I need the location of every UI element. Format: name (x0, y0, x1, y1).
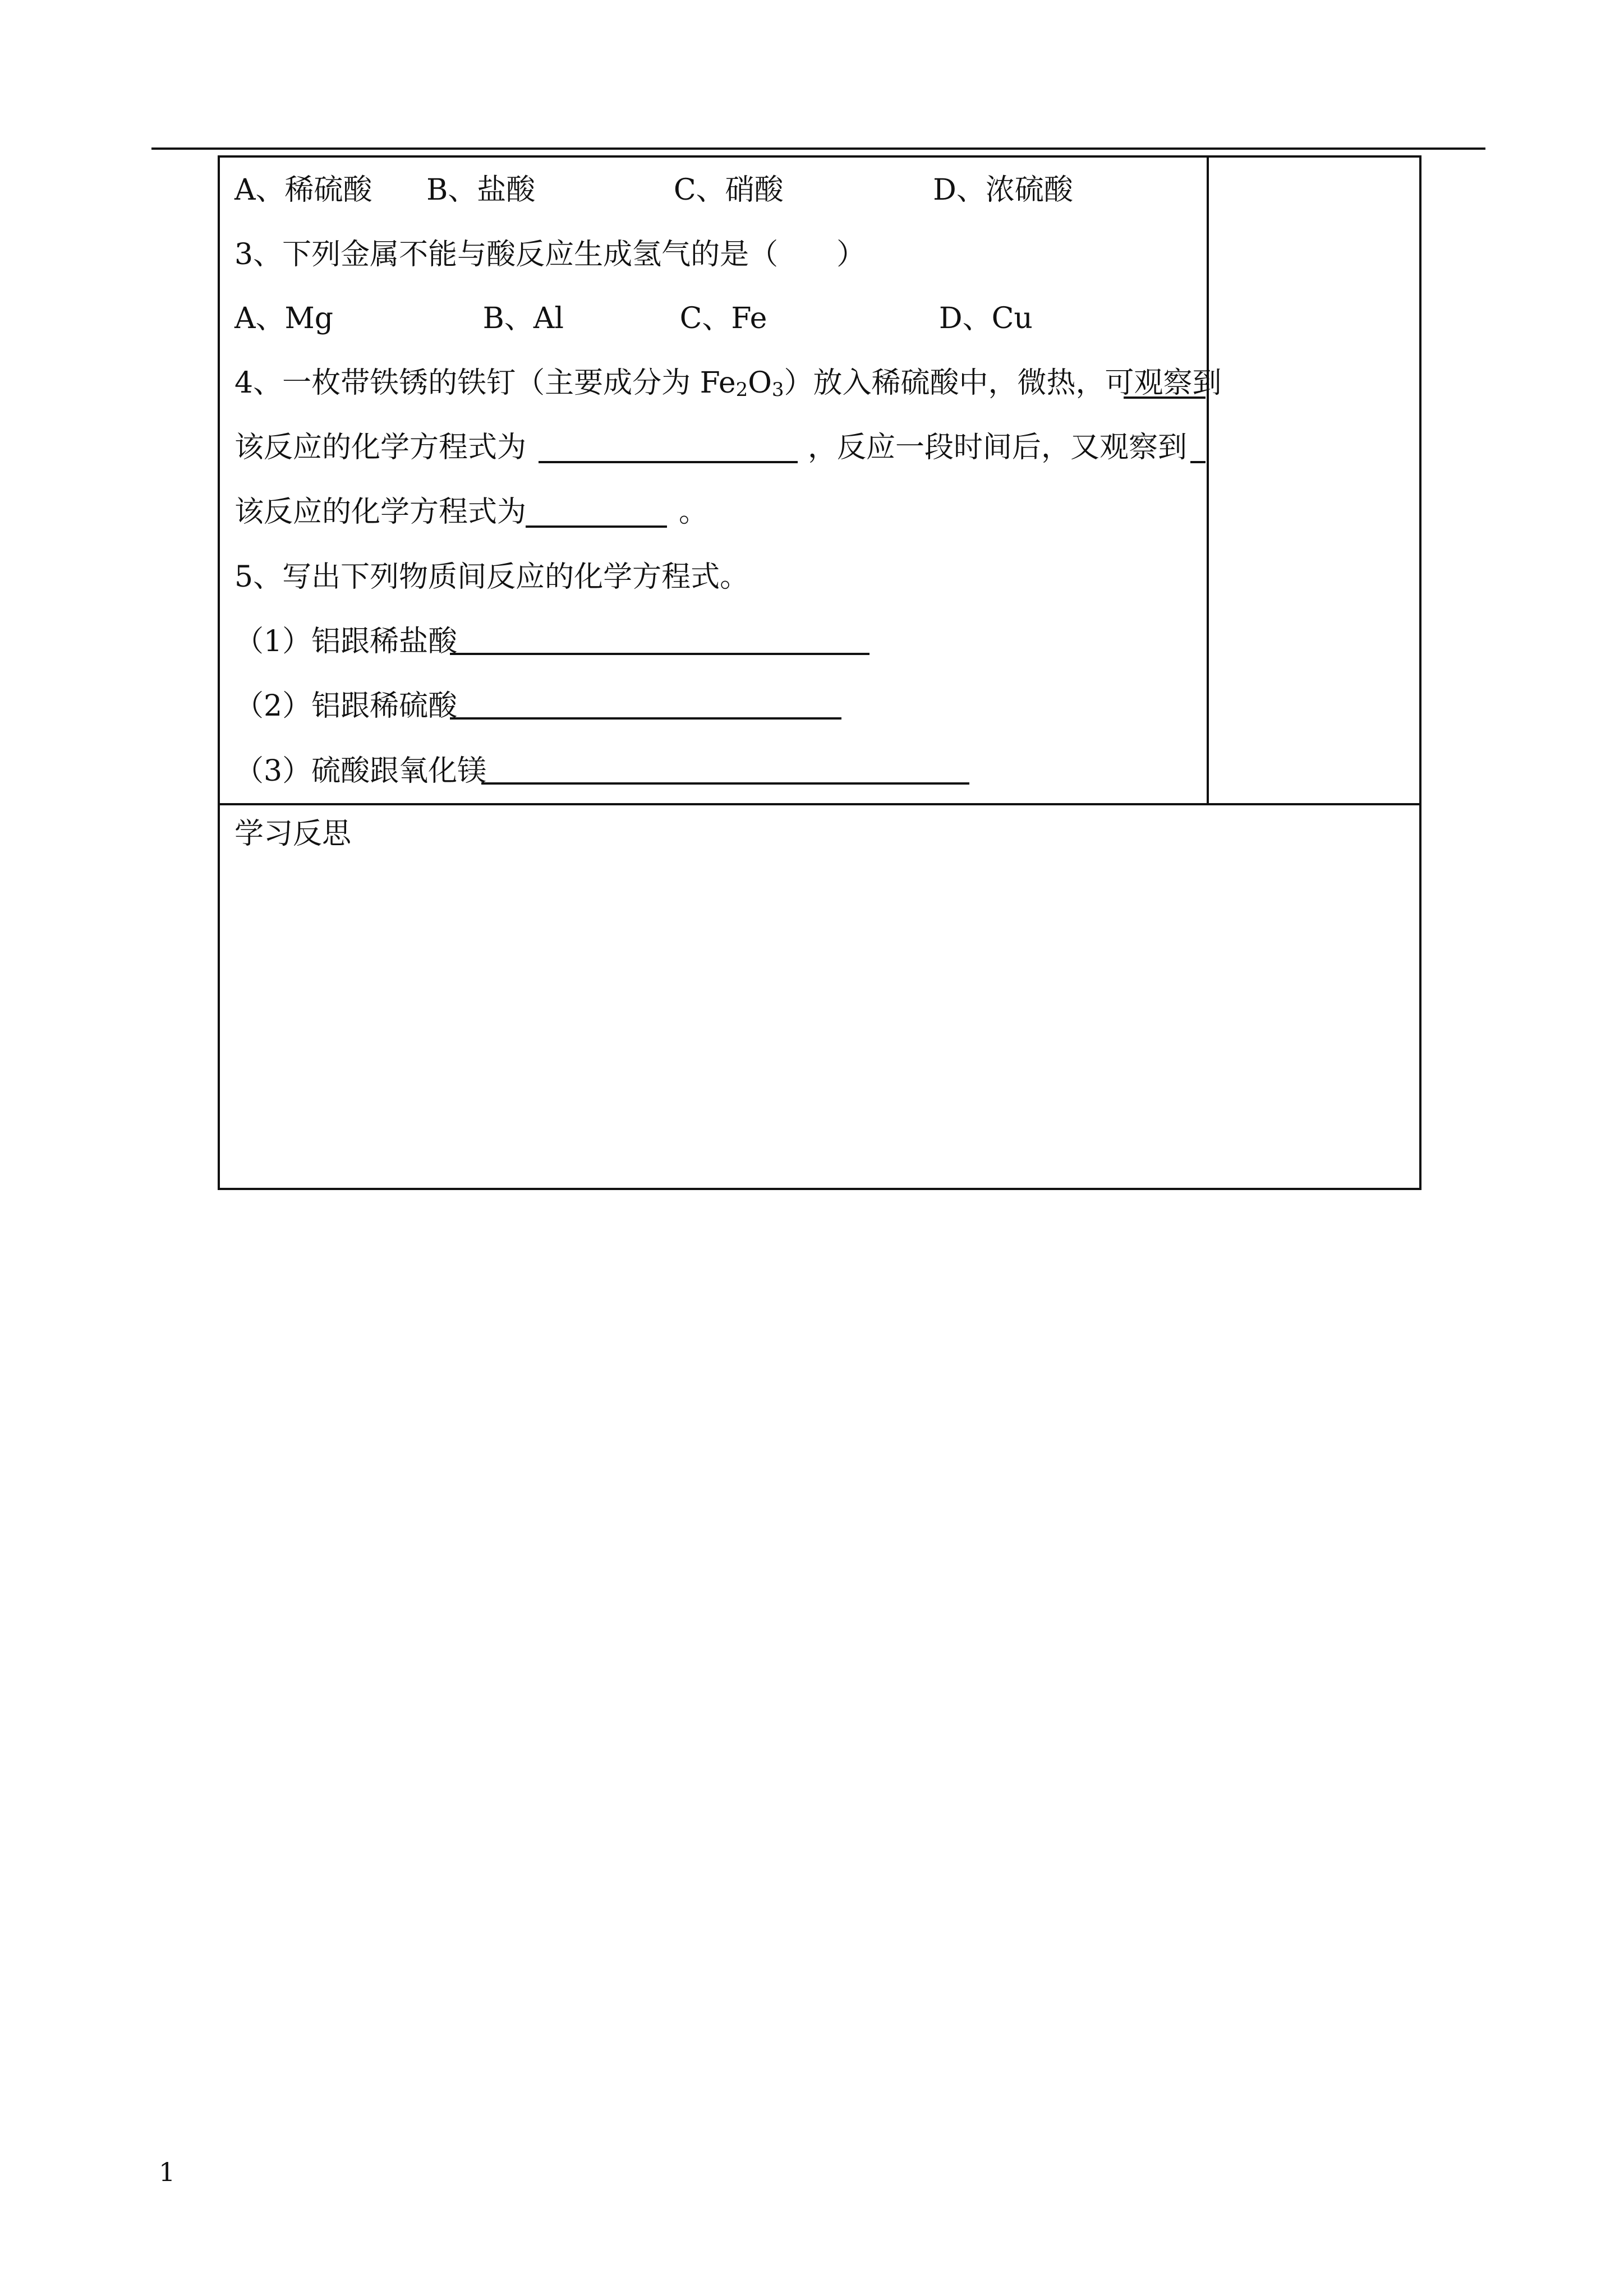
q4-subscript: 2 (735, 379, 748, 401)
q2-option-a: A、稀硫酸 (234, 173, 372, 207)
table-row-divider (218, 803, 1421, 805)
reflection-title: 学习反思 (234, 817, 352, 851)
q4-text: ，反应一段时间后，又观察到 (808, 431, 1188, 464)
q4-subscript: 3 (771, 379, 784, 401)
q4-blank-observation-2[interactable] (1190, 432, 1206, 463)
q4-formula-o: O (748, 366, 772, 400)
q2-options (234, 167, 1073, 214)
q4-text: 该反应的化学方程式为 (234, 431, 527, 464)
reflection-area[interactable] (220, 864, 1419, 1186)
q4-line-3 (234, 488, 526, 536)
q2-option-d: D、浓硫酸 (933, 173, 1073, 207)
q4-text: 该反应的化学方程式为 (234, 495, 527, 529)
q2-option-b: B、盐酸 (426, 173, 536, 207)
q5-blank-2[interactable] (450, 688, 841, 720)
q5-item-3: （3）硫酸跟氧化镁 (234, 754, 487, 788)
q4-blank-observation-1[interactable] (1124, 367, 1206, 399)
q4-text: 。 (679, 495, 709, 529)
q3-option-d: D、Cu (938, 302, 1033, 335)
header-rule (151, 147, 1485, 150)
q3-stem: 3、下列金属不能与酸反应生成氢气的是（ ） (234, 238, 866, 271)
table-column-divider (1207, 155, 1209, 805)
q4-line-2-cont (808, 424, 1187, 471)
page-number: 1 (159, 2157, 176, 2187)
q4-blank-equation-1[interactable] (539, 432, 798, 463)
q4-text: 4、一枚带铁锈的铁钉（主要成分为 Fe (234, 366, 736, 400)
q5-stem: 5、写出下列物质间反应的化学方程式。 (234, 560, 749, 594)
q4-line-2 (234, 424, 526, 471)
q3-option-b: B、Al (482, 302, 564, 335)
q4-line-3-end (679, 488, 708, 536)
q4-text: ）放入稀硫酸中，微热，可观察到 (784, 366, 1222, 400)
q2-option-c: C、硝酸 (673, 173, 784, 207)
q5-blank-3[interactable] (481, 753, 969, 785)
q3-option-a: A、Mg (234, 302, 334, 335)
q5-item-1: （1）铝跟稀盐酸 (234, 625, 458, 658)
q5-item-2: （2）铝跟稀硫酸 (234, 689, 458, 723)
q3-option-c: C、Fe (679, 302, 767, 335)
q5-blank-1[interactable] (450, 624, 869, 655)
q4-blank-equation-2[interactable] (526, 496, 667, 528)
q3-options (234, 295, 1033, 342)
q4-line-1 (234, 359, 1222, 407)
